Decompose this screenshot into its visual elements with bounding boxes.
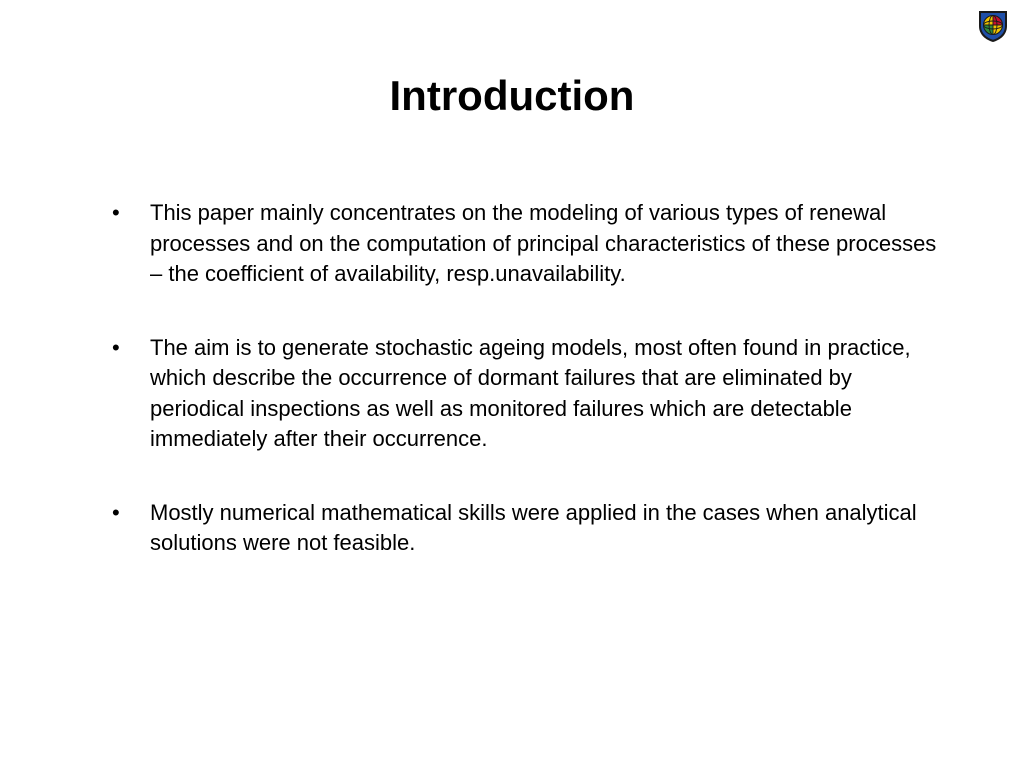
bullet-marker: • [112,334,120,360]
bullet-text: The aim is to generate stochastic ageing models, most often found in practice, which describe the occurrence of dormant failures that are eliminated by periodical inspections as well as monitored failures which are detectable immediately after their occurrence. [150,334,911,451]
bullet-text: This paper mainly concentrates on the modeling of various types of renewal processes and on the computation of principal characteristics of these processes – the coefficient of availability, resp.unavailability. [150,200,937,286]
bullet-marker: • [112,200,120,225]
bullet-text: Mostly numerical mathematical skills were applied in the cases when analytical solutions were not feasible. [150,499,917,555]
bullet-marker: • [112,499,120,525]
slide-title: Introduction [389,72,635,119]
shield-globe-emblem-icon [975,8,1011,44]
bullet-item [110,198,950,290]
bullet-item [110,333,950,455]
bullet-list [110,198,950,602]
bullet-item [110,498,950,559]
